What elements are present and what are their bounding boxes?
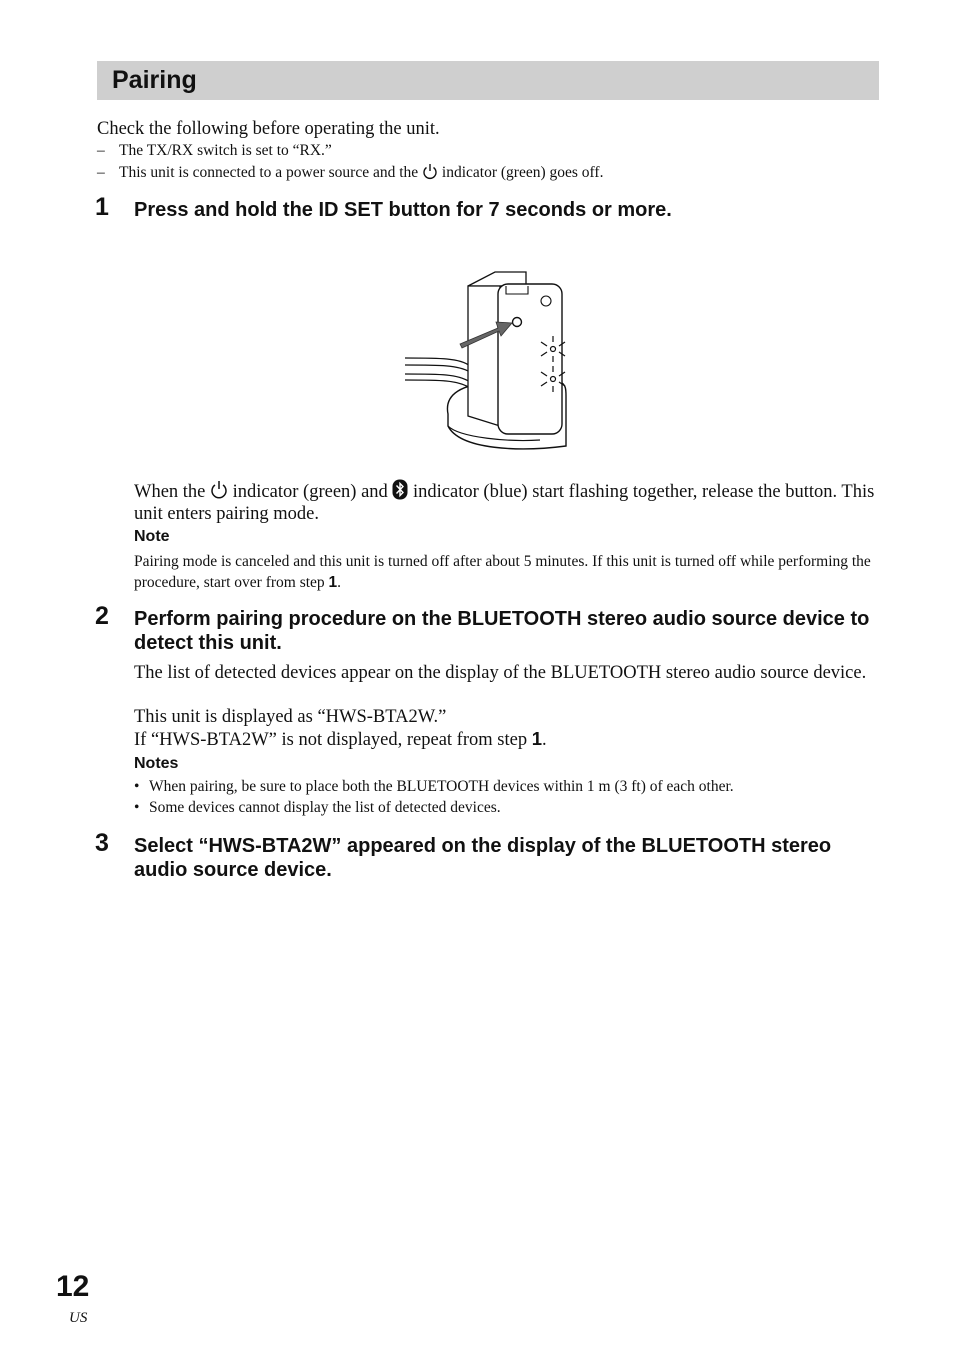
step-1-heading: Press and hold the ID SET button for 7 seconds or more.	[134, 199, 672, 221]
page-language: US	[69, 1310, 88, 1326]
prereq-item-1: – The TX/RX switch is set to “RX.”	[97, 142, 332, 159]
power-icon	[210, 480, 228, 500]
step-ref: 1	[328, 574, 338, 591]
step-3-number: 3	[95, 829, 109, 857]
step-2-notes-label: Notes	[134, 755, 179, 772]
bluetooth-icon	[392, 479, 408, 500]
device-illustration	[400, 266, 580, 456]
page-number: 12	[56, 1270, 90, 1303]
bullet: •	[134, 799, 140, 816]
step-3-heading: Select “HWS-BTA2W” appeared on the display of the BLUETOOTH stereo audio source device.	[134, 835, 832, 881]
step-2-line-2: This unit is displayed as “HWS-BTA2W.”	[134, 707, 447, 727]
power-icon	[422, 163, 438, 180]
bullet: •	[134, 778, 140, 795]
prereq-item-2: – This unit is connected to a power source and the indicator (green) goes off.	[97, 164, 604, 181]
intro-text: Check the following before operating the unit.	[97, 119, 440, 139]
step-ref: 1	[531, 728, 542, 749]
step-2-number: 2	[95, 602, 109, 630]
section-title: Pairing	[112, 66, 197, 94]
step-2-line-1: The list of detected devices appear on the display of the BLUETOOTH stereo audio source device.	[134, 663, 867, 683]
step-2-note-2: • Some devices cannot display the list of detected devices.	[134, 799, 501, 816]
step-1-text: When the indicator (green) and indicator (blue) start flashing together, release the button. This unit enters pairing mode.	[134, 479, 879, 525]
section-title-bar	[97, 61, 879, 100]
step-1-note-label: Note	[134, 528, 170, 545]
dash: –	[97, 164, 105, 181]
step-2-note-1: • When pairing, be sure to place both the BLUETOOTH devices within 1 m (3 ft) of each other.	[134, 778, 734, 795]
step-2-heading: Perform pairing procedure on the BLUETOOTH stereo audio source device to detect this unit.	[134, 608, 870, 654]
dash: –	[97, 142, 105, 159]
step-1-note-text: Pairing mode is canceled and this unit is turned off after about 5 minutes. If this unit is turned off while performing the procedure, start over from step 1.	[134, 553, 871, 591]
step-2-line-3: If “HWS-BTA2W” is not displayed, repeat from step 1.	[134, 728, 547, 750]
step-1-number: 1	[95, 193, 109, 221]
